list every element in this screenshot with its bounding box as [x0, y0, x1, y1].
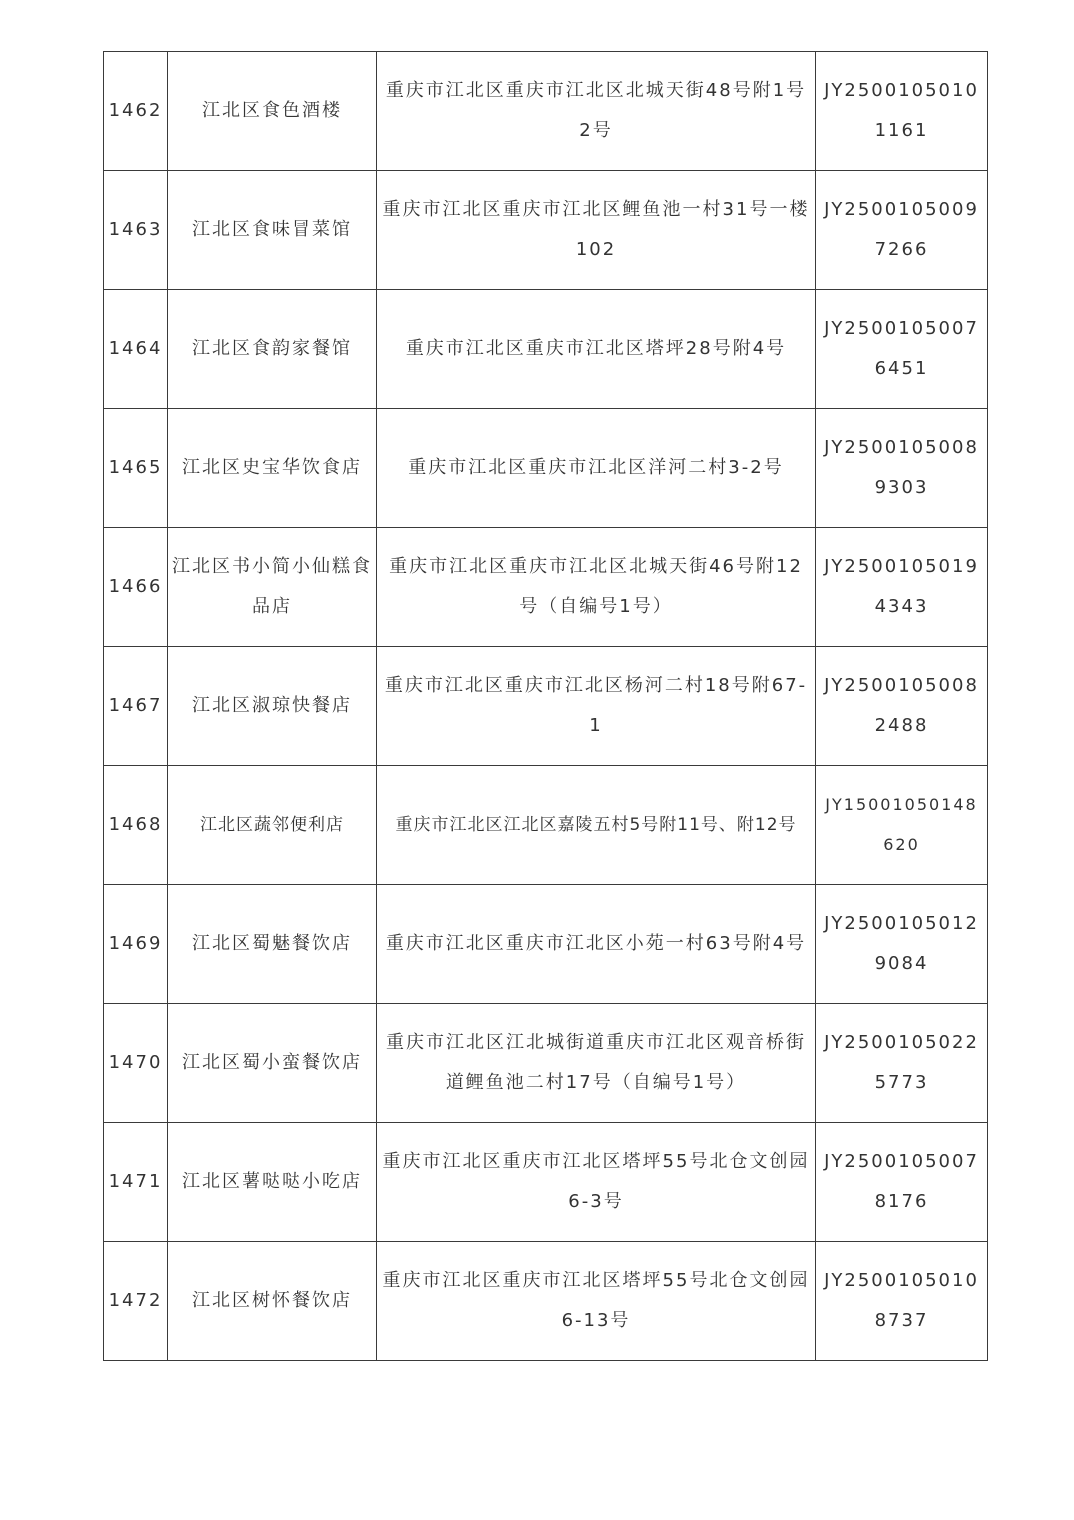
table-row — [104, 409, 988, 528]
business-address: 重庆市江北区重庆市江北区塔坪55号北仓文创园6-13号 — [377, 1242, 816, 1361]
row-index: 1469 — [104, 885, 168, 1004]
license-number: JY15001050148620 — [816, 766, 988, 885]
business-name: 江北区史宝华饮食店 — [168, 409, 377, 528]
row-index: 1471 — [104, 1123, 168, 1242]
row-index: 1466 — [104, 528, 168, 647]
table-row — [104, 1242, 988, 1361]
business-address: 重庆市江北区重庆市江北区北城天街46号附12号（自编号1号） — [377, 528, 816, 647]
license-number: JY25001050101161 — [816, 52, 988, 171]
business-name: 江北区薯哒哒小吃店 — [168, 1123, 377, 1242]
business-address: 重庆市江北区江北区嘉陵五村5号附11号、附12号 — [377, 766, 816, 885]
business-address: 重庆市江北区重庆市江北区北城天街48号附1号2号 — [377, 52, 816, 171]
row-index: 1462 — [104, 52, 168, 171]
business-name: 江北区蜀小蛮餐饮店 — [168, 1004, 377, 1123]
license-number: JY25001050225773 — [816, 1004, 988, 1123]
row-index: 1470 — [104, 1004, 168, 1123]
records-table — [103, 51, 988, 1361]
business-address: 重庆市江北区重庆市江北区塔坪28号附4号 — [377, 290, 816, 409]
table-row — [104, 528, 988, 647]
business-name: 江北区蔬邻便利店 — [168, 766, 377, 885]
business-address: 重庆市江北区重庆市江北区杨河二村18号附67-1 — [377, 647, 816, 766]
business-name: 江北区蜀魅餐饮店 — [168, 885, 377, 1004]
business-name: 江北区淑琼快餐店 — [168, 647, 377, 766]
table-row — [104, 290, 988, 409]
business-address: 重庆市江北区江北城街道重庆市江北区观音桥街道鲤鱼池二村17号（自编号1号） — [377, 1004, 816, 1123]
license-number: JY25001050078176 — [816, 1123, 988, 1242]
license-number: JY25001050129084 — [816, 885, 988, 1004]
table-row — [104, 1123, 988, 1242]
business-address: 重庆市江北区重庆市江北区洋河二村3-2号 — [377, 409, 816, 528]
table-row — [104, 647, 988, 766]
table-row — [104, 52, 988, 171]
table-row — [104, 1004, 988, 1123]
row-index: 1467 — [104, 647, 168, 766]
row-index: 1472 — [104, 1242, 168, 1361]
license-number: JY25001050089303 — [816, 409, 988, 528]
business-name: 江北区食韵家餐馆 — [168, 290, 377, 409]
license-number: JY25001050082488 — [816, 647, 988, 766]
row-index: 1465 — [104, 409, 168, 528]
row-index: 1468 — [104, 766, 168, 885]
business-name: 江北区树怀餐饮店 — [168, 1242, 377, 1361]
table-row — [104, 766, 988, 885]
row-index: 1464 — [104, 290, 168, 409]
license-number: JY25001050076451 — [816, 290, 988, 409]
business-name: 江北区食色酒楼 — [168, 52, 377, 171]
table-row — [104, 885, 988, 1004]
license-number: JY25001050108737 — [816, 1242, 988, 1361]
business-address: 重庆市江北区重庆市江北区小苑一村63号附4号 — [377, 885, 816, 1004]
business-address: 重庆市江北区重庆市江北区鲤鱼池一村31号一楼102 — [377, 171, 816, 290]
license-number: JY25001050097266 — [816, 171, 988, 290]
business-name: 江北区书小简小仙糕食品店 — [168, 528, 377, 647]
row-index: 1463 — [104, 171, 168, 290]
table-row — [104, 171, 988, 290]
business-address: 重庆市江北区重庆市江北区塔坪55号北仓文创园6-3号 — [377, 1123, 816, 1242]
business-name: 江北区食味冒菜馆 — [168, 171, 377, 290]
license-number: JY25001050194343 — [816, 528, 988, 647]
